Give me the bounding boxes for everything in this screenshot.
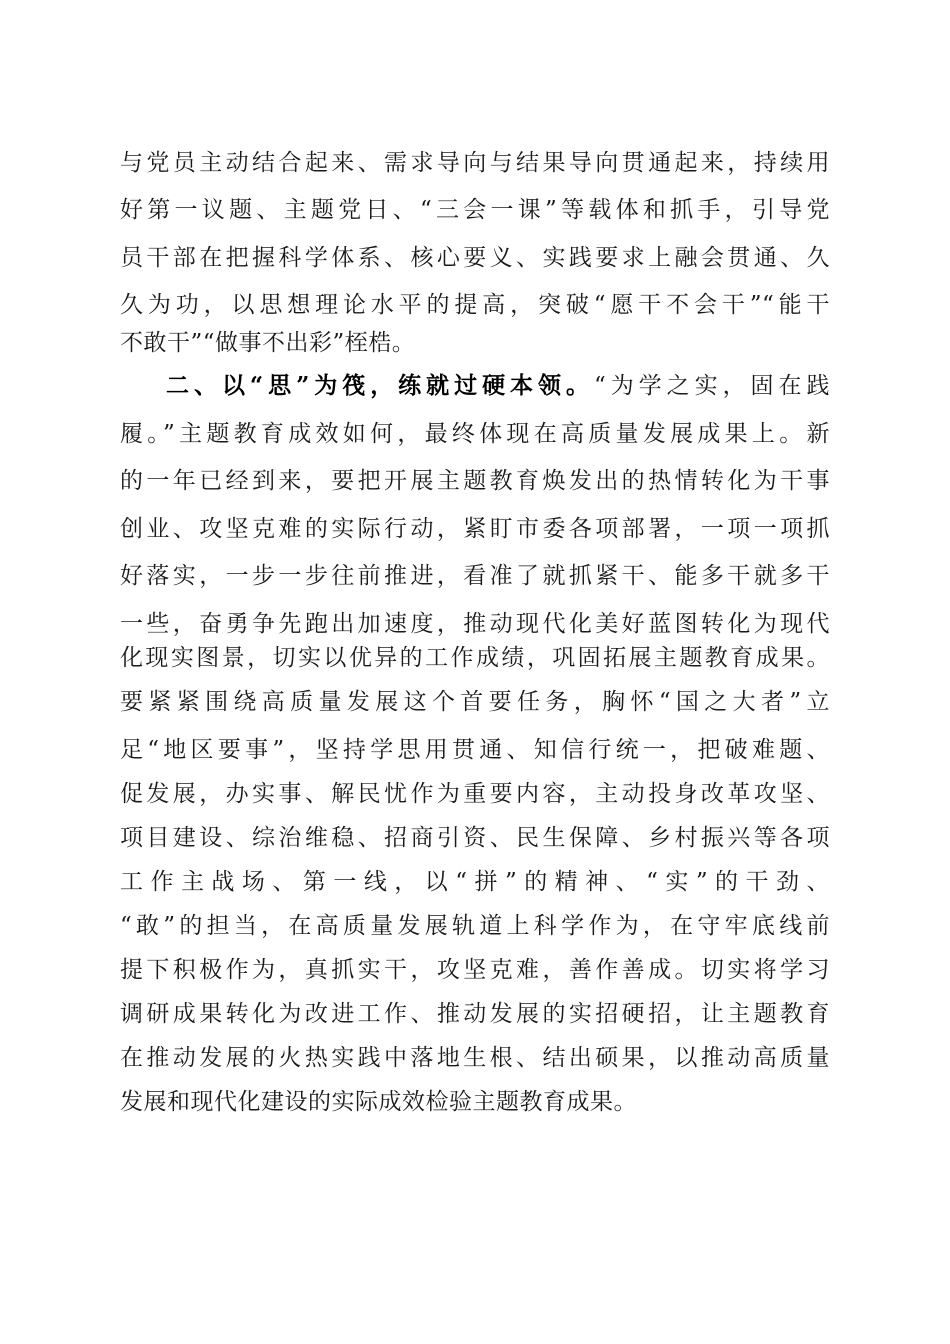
paragraph-2-line-8: 要紧紧围绕高质量发展这个首要任务，胸怀“国之大者”立 — [120, 689, 830, 715]
paragraph-2-line-11: 项目建设、综治维稳、招商引资、民生保障、乡村振兴等各项 — [120, 825, 830, 851]
paragraph-2-line-14: 提下积极作为，真抓实干，攻坚克难，善作善成。切实将学习 — [120, 957, 830, 983]
paragraph-2-line-3: 的一年已经到来，要把开展主题教育焕发出的热情转化为干事 — [120, 468, 830, 494]
paragraph-2-line-16: 在推动发展的火热实践中落地生根、结出硕果，以推动高质量 — [120, 1045, 830, 1071]
paragraph-2-line-6: 一些，奋勇争先跑出加速度，推动现代化美好蓝图转化为现代 — [120, 611, 830, 637]
paragraph-2-line-1 — [166, 369, 830, 403]
paragraph-2-line-13: “敢”的担当，在高质量发展轨道上科学作为，在守牢底线前 — [120, 913, 830, 939]
paragraph-2-line-10: 促发展，办实事、解民忧作为重要内容，主动投身改革攻坚、 — [120, 781, 830, 807]
section-heading: 二、以“思”为筏，练就过硬本领。 — [166, 372, 594, 399]
paragraph-2-line-2: 履。”主题教育成效如何，最终体现在高质量发展成果上。新 — [120, 421, 830, 447]
paragraph-2-line-15: 调研成果转化为改进工作、推动发展的实招硬招，让主题教育 — [120, 1001, 830, 1027]
paragraph-2-line-7: 化现实图景，切实以优异的工作成绩，巩固拓展主题教育成果。 — [120, 645, 830, 671]
paragraph-2-line-5: 好落实，一步一步往前推进，看准了就抓紧干、能多干就多干 — [120, 563, 830, 589]
paragraph-1-line-4: 久为功，以思想理论水平的提高，突破“愿干不会干”“能干 — [120, 292, 830, 318]
paragraph-2-line-12: 工作主战场、第一线，以“拼”的精神、“实”的干劲、 — [120, 869, 830, 895]
paragraph-2-line-4: 创业、攻坚克难的实际行动，紧盯市委各项部署，一项一项抓 — [120, 516, 830, 542]
paragraph-1-line-5: 不敢干”“做事不出彩”桎梏。 — [120, 330, 416, 356]
paragraph-1-line-2: 好第一议题、主题党日、“三会一课”等载体和抓手，引导党 — [120, 197, 830, 223]
paragraph-2-line-17: 发展和现代化建设的实际成效检验主题教育成果。 — [120, 1089, 637, 1115]
paragraph-1-line-1: 与党员主动结合起来、需求导向与结果导向贯通起来，持续用 — [120, 150, 830, 176]
paragraph-2-first-line-rest: “为学之实，固在践 — [593, 373, 830, 399]
paragraph-2-line-9: 足“地区要事”，坚持学思用贯通、知信行统一，把破难题、 — [120, 737, 830, 763]
paragraph-1-line-3: 员干部在把握科学体系、核心要义、实践要求上融会贯通、久 — [120, 245, 830, 271]
